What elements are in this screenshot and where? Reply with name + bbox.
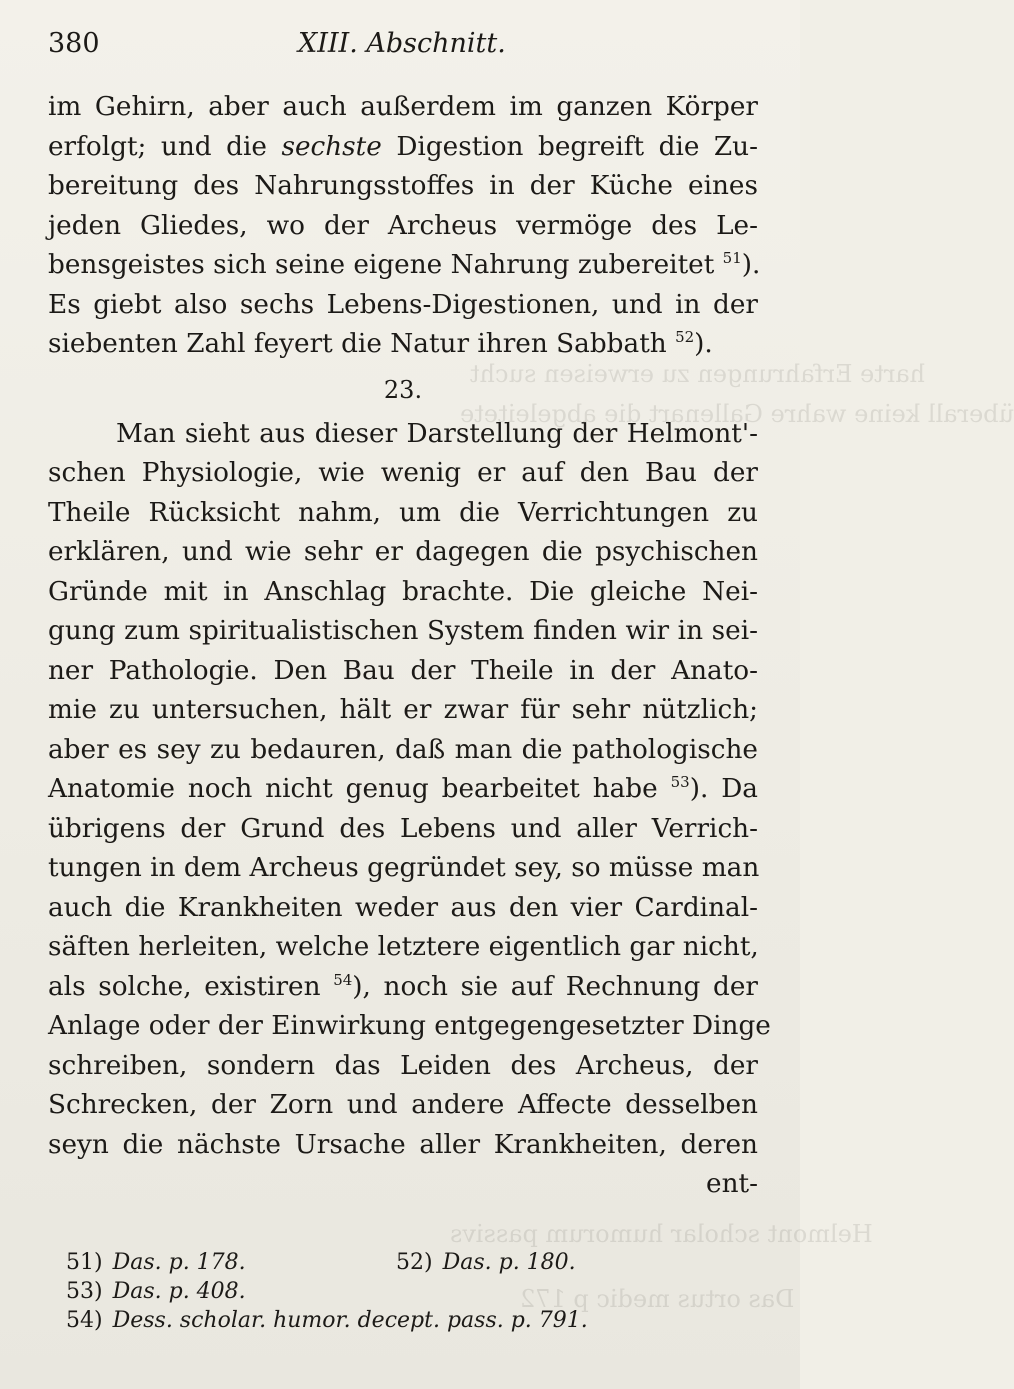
text-line: schen Physiologie, wie wenig er auf den Bau der [48,458,758,488]
footnote-row [66,1277,756,1306]
footnote-marker: 54) [66,1308,103,1333]
footnote [66,1306,588,1335]
text-line: mie zu untersuchen, hält er zwar für sehr nützlich; [48,695,758,725]
text-line: bereitung des Nahrungsstoffes in der Küche eines [48,171,758,201]
footnote-text: Dess. scholar. humor. decept. pass. p. 791. [112,1308,588,1333]
running-title: XIII. Abschnitt. [298,28,506,59]
bleed-through-texture: Helmont scholar humorum passivs [450,1220,873,1248]
footnote-marker: 51) [66,1250,103,1275]
footnotes [66,1248,756,1335]
catchword: ent- [706,1169,758,1199]
text-line: aber es sey zu bedauren, daß man die pathologische [48,734,758,765]
text-line: Anatomie noch nicht genug bearbeitet habe $^{53}$). Da [48,773,758,804]
text-line: erfolgt; und die sechste Digestion begreift die Zu- [48,131,758,162]
footnote-text: Das. p. 408. [112,1279,246,1304]
footnote-marker: 53) [66,1279,103,1304]
text-line: säften herleiten, welche letztere eigentlich gar nicht, [48,932,759,962]
text-line: jeden Gliedes, wo der Archeus vermöge des Le- [48,210,758,241]
footnote-reference: 54 [333,970,353,989]
page-header [48,28,768,68]
footnote-reference: 52 [675,328,695,346]
footnote-marker: 52) [396,1250,433,1275]
footnote-reference: 51 [722,249,742,267]
bleed-through-texture: überall keine wahre Gallenart die abgeleitete [460,400,1014,428]
emphasized-word: sechste [281,131,382,162]
text-line: ner Pathologie. Den Bau der Theile in der Anato- [48,655,758,686]
text-line: Schrecken, der Zorn und andere Affecte desselben [48,1090,758,1120]
footnote [66,1277,246,1306]
text-line: erklären, und wie sehr er dagegen die psychischen [48,537,758,567]
footnote-row [66,1306,756,1335]
text-line: übrigens der Grund des Lebens und aller Verrich- [48,813,758,844]
footnote-text: Das. p. 178. [112,1250,246,1275]
text-line: tungen in dem Archeus gegründet sey, so müsse man [48,853,760,883]
text-line: Anlage oder der Einwirkung entgegengesetzter Dinge [48,1011,771,1041]
main-text [48,88,771,1205]
text-line: schreiben, sondern das Leiden des Archeus, der [48,1050,758,1081]
text-line: siebenten Zahl feyert die Natur ihren Sabbath $^{52}$). [48,328,713,359]
text-line: Man sieht aus dieser Darstellung der Helmont'- [116,418,758,449]
footnote-text: Das. p. 180. [442,1250,576,1275]
text-line: Es giebt also sechs Lebens-Digestionen, und in der [48,289,758,320]
text-line: Theile Rücksicht nahm, um die Verrichtungen zu [48,497,758,528]
footnote-reference: 53 [670,773,690,791]
section-number: 23. [383,375,423,404]
footnote-row [66,1248,756,1277]
text-line: im Gehirn, aber auch außerdem im ganzen Körper [48,92,758,122]
text-line: bensgeistes sich seine eigene Nahrung zubereitet $^{51}$). [48,249,761,280]
page-number: 380 [48,28,100,59]
text-line: seyn die nächste Ursache aller Krankheiten, deren [48,1129,758,1160]
text-line: gung zum spiritualistischen System finden wir in sei- [48,616,758,646]
text-line: Gründe mit in Anschlag brachte. Die gleiche Nei- [48,576,758,607]
bleed-through-texture: harte Erfahrungen zu erweisen sucht [470,360,926,388]
footnote [396,1248,576,1277]
footnote [66,1248,246,1277]
text-line: auch die Krankheiten weder aus den vier Cardinal- [48,892,758,923]
text-line: als solche, existiren $^{54}$), noch sie auf Rechnung der [48,970,758,1002]
bleed-through-texture: Das ortus medic p 172 [520,1285,795,1313]
